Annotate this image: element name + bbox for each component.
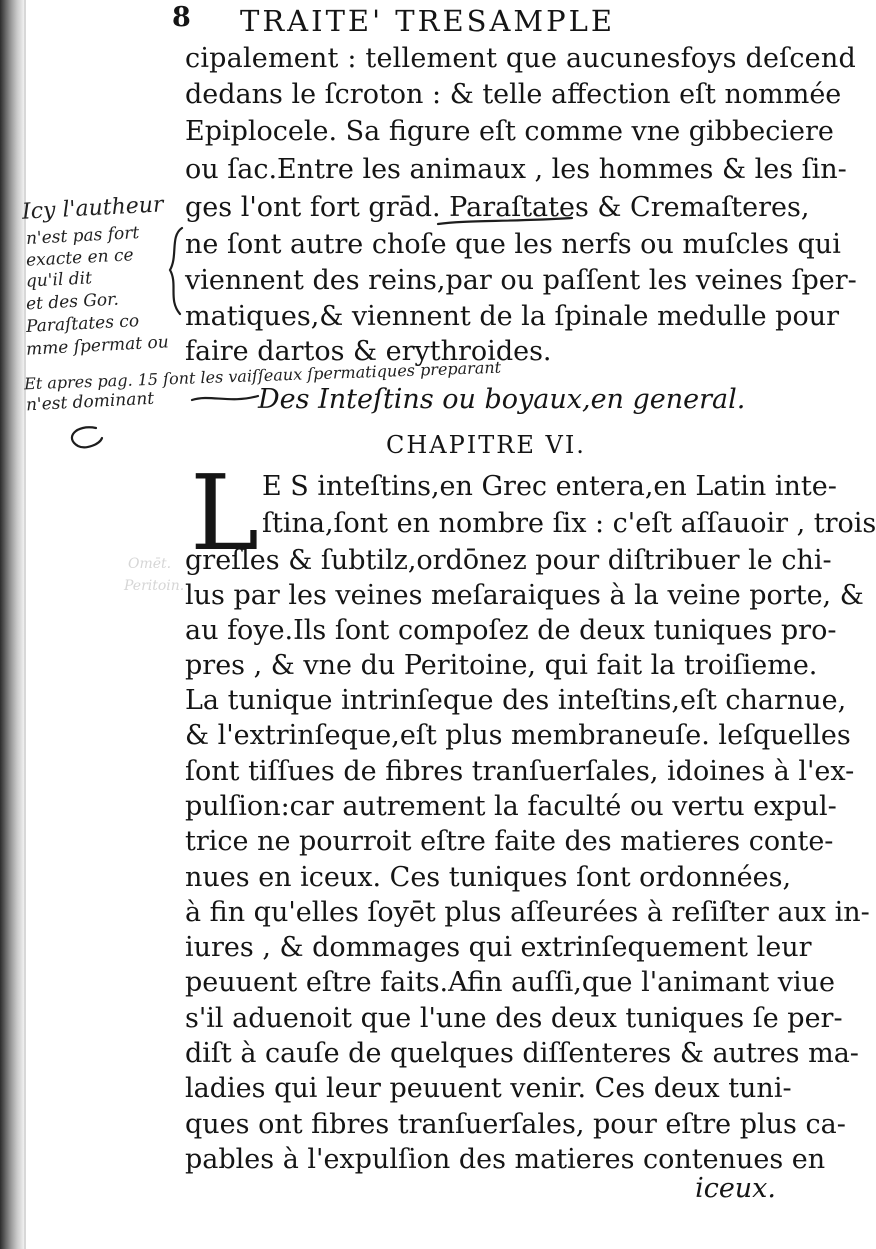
page-edge-line <box>24 0 26 1249</box>
text-line: iures , & dommages qui extrinſequement leur <box>185 932 812 963</box>
text-line: au foye.Ils ſont compoſez de deux tuniques pro- <box>185 615 837 646</box>
text-line: trice ne pourroit eſtre faite des matieres conte- <box>185 826 834 857</box>
text-line: pulſion:car autrement la faculté ou vertu expul- <box>185 791 837 822</box>
handwritten-note: n'est pas fort <box>25 223 140 249</box>
text-line: s'il aduenoit que l'une des deux tuniques ſe per- <box>185 1003 843 1034</box>
section-title: Des Inteſtins ou boyaux,en general. <box>258 384 746 415</box>
text-line: à fin qu'elles ſoyēt plus aſſeurées à reſiſter aux in- <box>185 897 870 928</box>
text-line: viennent des reins,par ou paſſent les veines ſper- <box>185 265 857 296</box>
text-line: nues en iceux. Ces tuniques ſont ordonnées, <box>185 862 792 893</box>
handwritten-flourish <box>56 424 106 454</box>
text-line: ladies qui leur peuuent venir. Ces deux tuni- <box>185 1073 792 1104</box>
text-line: ou ſac.Entre les animaux , les hommes & les ſin- <box>185 154 847 185</box>
text-line: pres , & vne du Peritoine, qui fait la troiſieme. <box>185 650 818 681</box>
text-line: faire dartos & erythroides. <box>185 336 552 367</box>
text-line: greſles & ſubtilz,ordōnez pour diſtribuer le chi- <box>185 545 832 576</box>
handwritten-underline <box>436 210 576 230</box>
binding-gutter-shadow <box>0 0 24 1249</box>
handwritten-line-stroke <box>190 388 260 408</box>
handwritten-note: n'est dominant <box>25 388 155 416</box>
show-through-text: Peritoin. <box>124 578 185 594</box>
handwritten-note: Icy l'autheur <box>21 192 165 225</box>
text-line: dedans le ſcroton : & telle affection eſt nommée <box>185 79 842 110</box>
running-title: TRAITE' TRESAMPLE <box>240 4 616 38</box>
text-line: pables à l'expulſion des matieres contenues en <box>185 1144 826 1175</box>
handwritten-marginalia <box>21 186 730 456</box>
handwritten-bracket <box>164 226 186 316</box>
text-line: ſont tiſſues de fibres tranſuerſales, idoines à l'ex- <box>185 756 855 787</box>
handwritten-note: exacte en ce <box>25 245 135 271</box>
text-line: diſt à cauſe de quelques diſſenteres & autres ma- <box>185 1038 859 1069</box>
text-line: ques ont fibres tranſuerſales, pour eſtre plus ca- <box>185 1109 846 1140</box>
handwritten-note: Paraſtates co <box>25 311 140 337</box>
drop-cap-letter: L <box>190 452 260 574</box>
text-line: cipalement : tellement que aucunesfoys deſcend <box>185 43 856 74</box>
show-through-text: Omēt. <box>128 556 172 572</box>
text-line: ſtina,ſont en nombre ſix : c'eſt aſſauoir , trois <box>262 508 876 539</box>
page-header <box>0 2 800 38</box>
text-line: E S inteſtins,en Grec entera,en Latin inte- <box>262 471 837 502</box>
handwritten-note: qu'il dit <box>25 268 93 292</box>
catch-word: iceux. <box>695 1173 776 1204</box>
text-line: ne ſont autre choſe que les nerfs ou muſcles qui <box>185 229 841 260</box>
text-line: La tunique intrinſeque des inteſtins,eſt charnue, <box>185 685 847 716</box>
text-line: lus par les veines meſaraiques à la veine porte, & <box>185 580 864 611</box>
handwritten-note: mme ſpermat ou <box>25 332 170 360</box>
handwritten-note: Et apres pag. 15 ſont les vaiſſeaux ſpermatiques preparant <box>23 357 502 394</box>
text-line: & l'extrinſeque,eſt plus membraneuſe. leſquelles <box>185 720 851 751</box>
text-line: Epiplocele. Sa figure eſt comme vne gibbeciere <box>185 116 834 147</box>
page-number: 8 <box>172 2 191 33</box>
text-line: ges l'ont fort grād. Paraſtates & Cremaſteres, <box>185 192 810 223</box>
handwritten-note: et des Gor. <box>25 289 120 315</box>
text-line: peuuent eſtre faits.Afin auſſi,que l'animant viue <box>185 967 836 998</box>
text-line: matiques,& viennent de la ſpinale medulle pour <box>185 301 840 332</box>
chapter-heading: CHAPITRE VI. <box>386 431 586 459</box>
